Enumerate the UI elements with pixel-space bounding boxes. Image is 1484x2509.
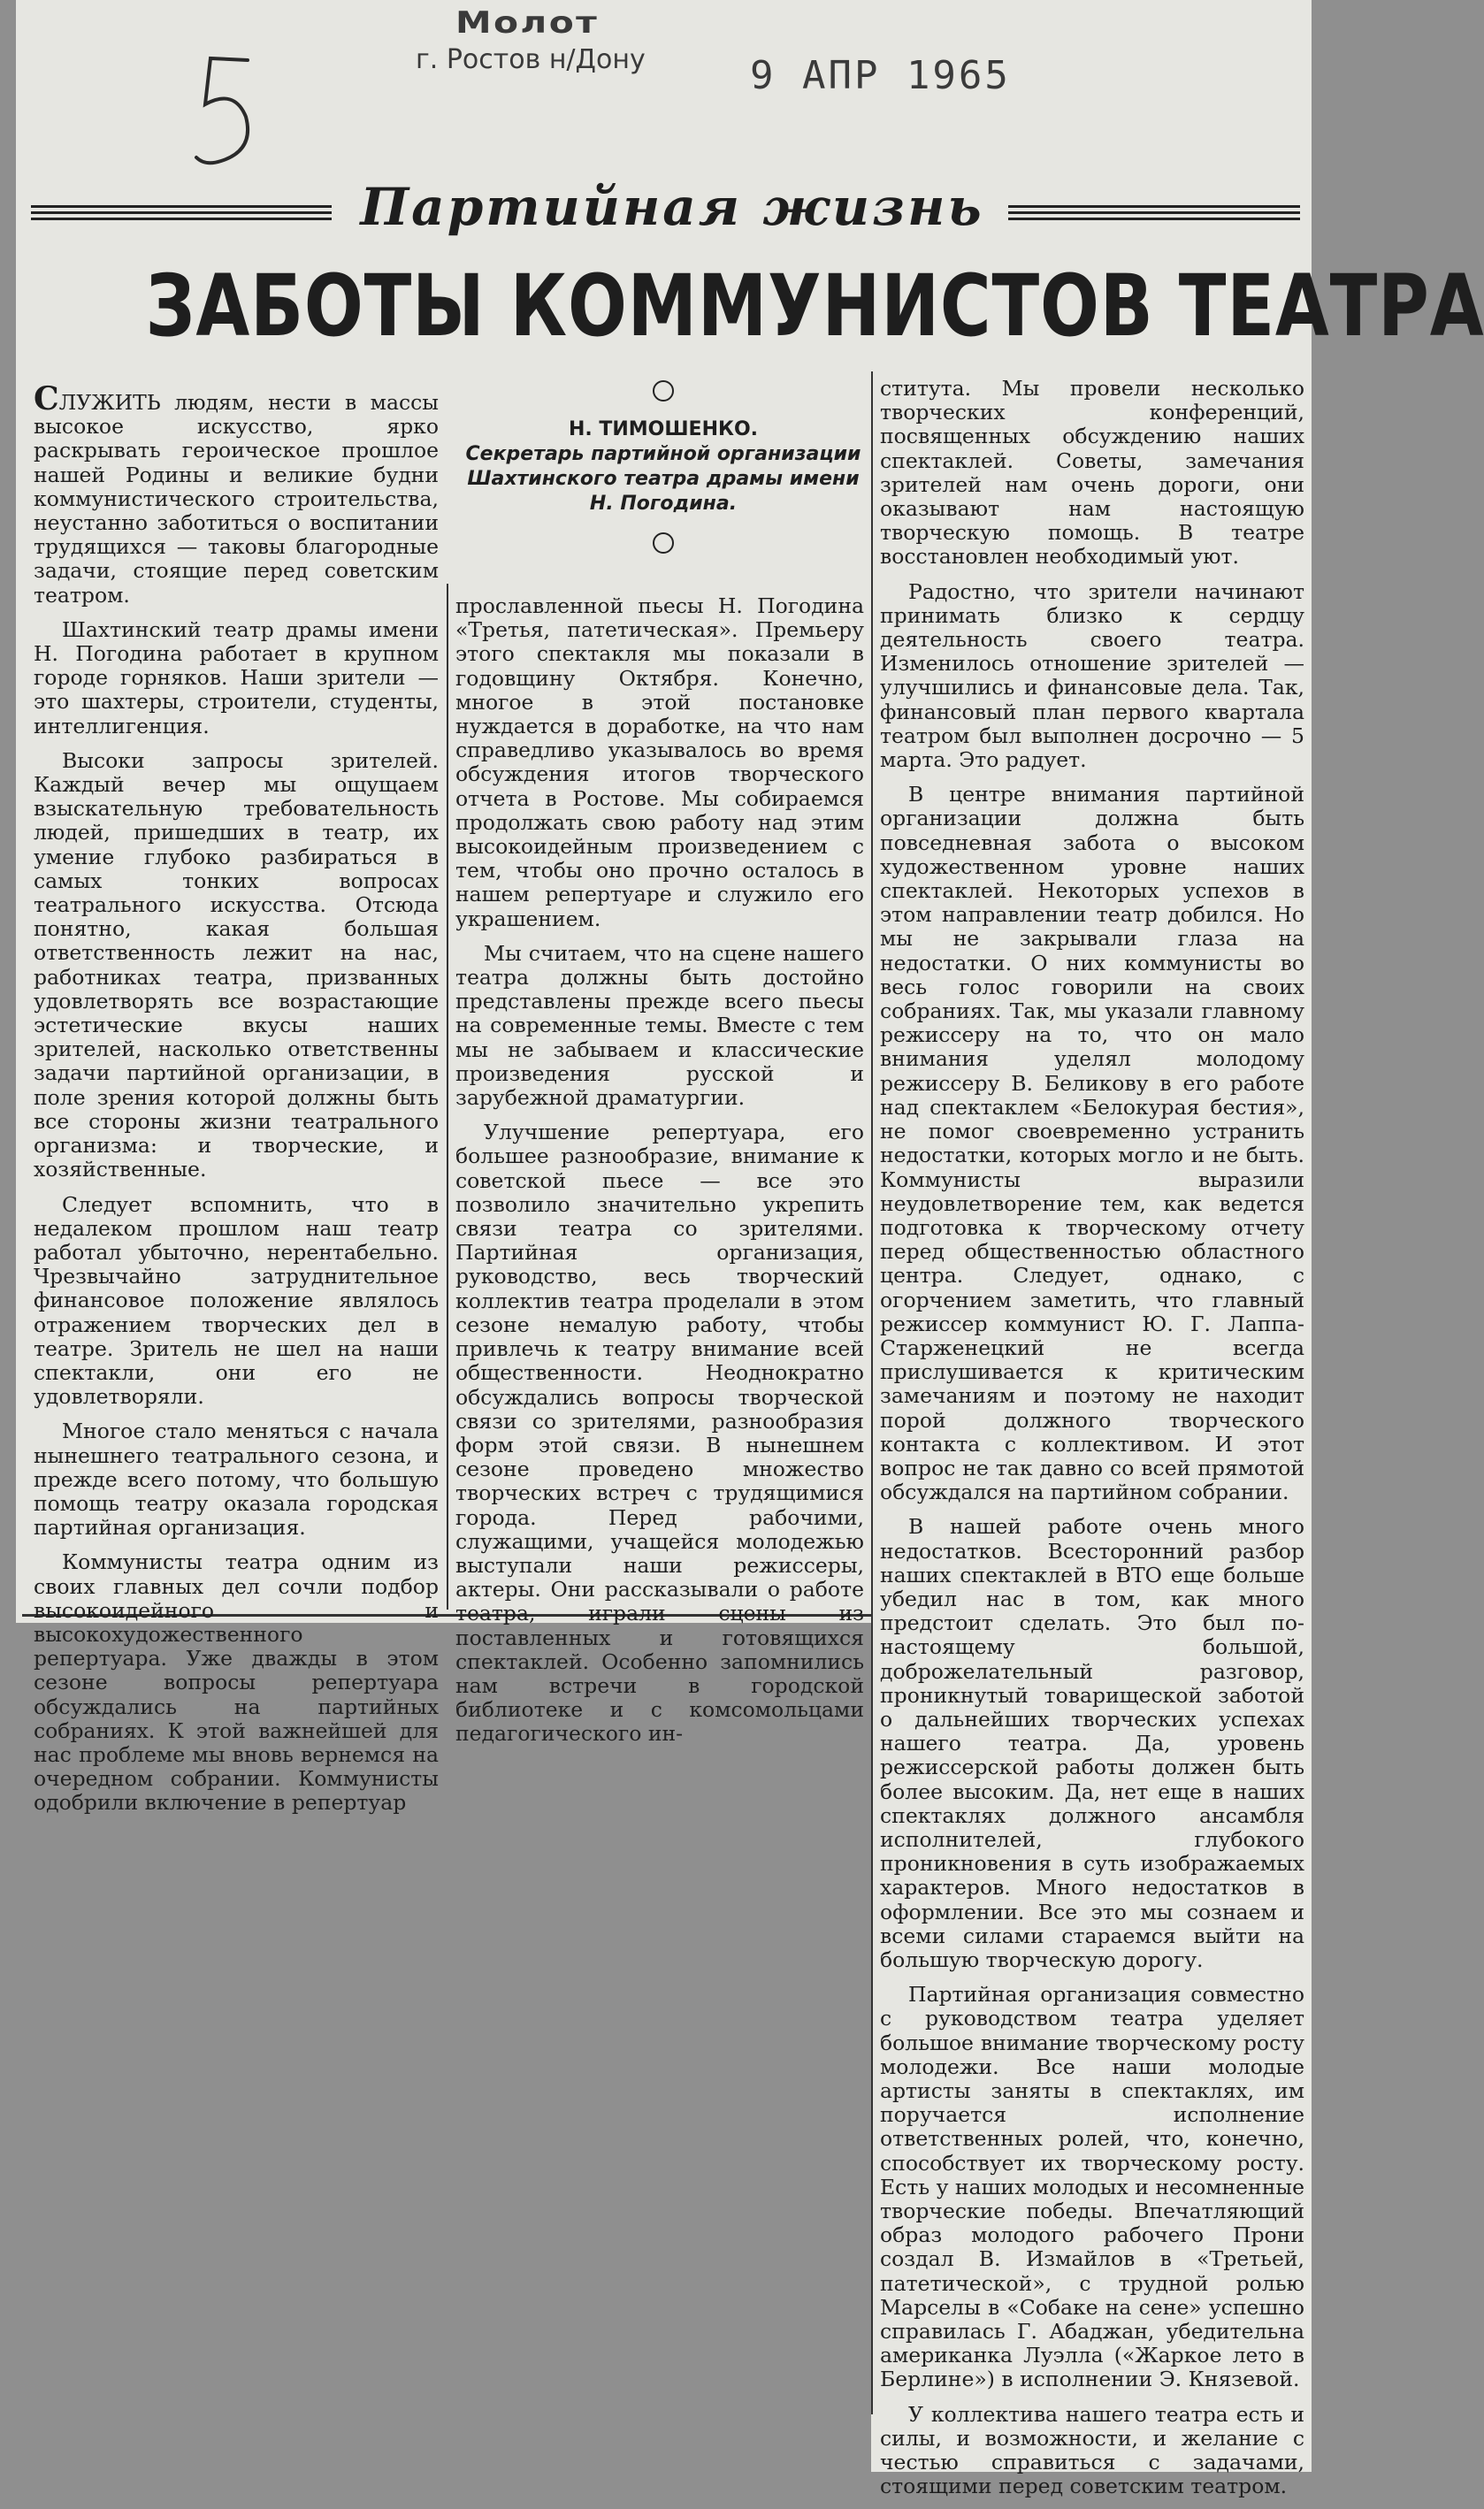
paragraph: Партийная организация совместно с руководством театра уделяет большое внимание творческому росту молодежи. Все наши молодые артисты заняты в спектаклях, им поручается исполнение ответственных ролей, что, конечно, способствует их творческому росту. Есть у наших молодых и несомненные творческие победы. Впечатляющий образ молодого рабочего Прони создал В. Измайлов в «Третьей, патетической», с трудной ролью Марселы в «Собаке на сене» успешно справилась Г. Абаджан, убедительна американка Луэлла («Жаркое лето в Берлине») в исполнении Э. Князевой.	[880, 1982, 1304, 2392]
article-column-1	[34, 380, 439, 1826]
headline: ЗАБОТЫ КОММУНИСТОВ ТЕАТРА	[145, 256, 1484, 356]
paragraph: Мы считаем, что на сцене нашего театра должны быть достойно представлены прежде всего пьесы на современные темы. Вместе с тем мы не забываем и классические произведения русской и зарубежной драматургии.	[455, 940, 864, 1111]
paragraph-lead-text: ЛУЖИТЬ людям, нести в массы высокое искусство, ярко раскрывать героическое прошлое нашей Родины и великие будни коммунистического строительства, неустанно заботиться о воспитании трудящихся — таковы благородные задачи, стоящие перед советским театром.	[34, 390, 439, 608]
paragraph: У коллектива нашего театра есть и силы, и возможности, и желание с честью справиться с задачами, стоящими перед советским театром.	[880, 2401, 1304, 2499]
paragraph: прославленной пьесы Н. Погодина «Третья, патетическая». Премьеру этого спектакля мы показали в годовщину Октября. Конечно, многое в этой постановке нуждается в доработке, на что нам справедливо указывалось во время обсуждения итогов творческого отчета в Ростове. Мы собираемся продолжать свою работу над этим высокоидейным произведением с тем, чтобы оно прочно осталось в нашем репертуаре и служило его украшением.	[455, 593, 864, 931]
paragraph: Шахтинский театр драмы имени Н. Погодина работает в крупном городе горняков. Наши зрители — это шахтеры, строители, студенты, интеллигенция.	[34, 616, 439, 738]
paragraph	[34, 380, 439, 608]
byline	[460, 380, 867, 554]
article-column-2	[455, 594, 864, 1757]
rubric-rule-left	[31, 205, 332, 225]
paragraph: Высоки запросы зрителей. Каждый вечер мы ощущаем взыскательную требовательность людей, пришедших в театр, их умение глубоко разбираться в самых тонких вопросах театрального искусства. Отсюда понятно, какая большая ответственность лежит на нас, работниках театра, призванных удовлетворять все возрастающие эстетические вкусы наших зрителей, насколько ответственны задачи партийной организации, в поле зрения которой должны быть все стороны жизни театрального организма: и творческие, и хозяйственные.	[34, 747, 439, 1182]
stamp-date: 9 АПР 1965	[750, 53, 1011, 98]
rubric-title: Партийная жизнь	[360, 177, 984, 237]
article-column-3	[880, 377, 1304, 2509]
paragraph: Радостно, что зрители начинают принимать близко к сердцу деятельность своего театра. Изменилось отношение зрителей — улучшились и финансовые дела. Так, финансовый план первого квартала театром был выполнен досрочно — 5 марта. Это радует.	[880, 578, 1304, 773]
paragraph: В нашей работе очень много недостатков. Всесторонний разбор наших спектаклей в ВТО еще больше убедил нас в том, как много предстоит сделать. Это был по-настоящему большой, доброжелательный разговор, проникнутый товарищеской заботой о дальнейших творческих успехах нашего театра. Да, уровень режиссерской работы должен быть более высоким. Да, нет еще в наших спектаклях должного ансамбля исполнителей, глубокого проникновения в суть изображаемых характеров. Много недостатков в оформлении. Все это мы сознаем и всеми силами стараемся выйти на большую творческую дорогу.	[880, 1514, 1304, 1972]
circle-ornament-top	[653, 380, 674, 402]
stamp-city: г. Ростов н/Дону	[416, 44, 646, 75]
byline-position: Секретарь партийной организации Шахтинского театра драмы имени Н. Погодина.	[465, 443, 861, 515]
paragraph: Улучшение репертуара, его большее разнообразие, внимание к советской пьесе — все это позволило значительно укрепить связи театра со зрителями. Партийная организация, руководство, весь творческий коллектив театра проделали в этом сезоне немалую работу, чтобы привлечь к театру внимание всей общественности. Неоднократно обсуждались вопросы творческой связи со зрителями, разнообразия форм этой связи. В нынешнем сезоне проведено множество творческих встреч с трудящимися города. Перед рабочими, служащими, учащейся молодежью выступали наши режиссеры, актеры. Они рассказывали о работе театра, играли сцены из поставленных и готовящихся спектаклей. Особенно запомнились нам встречи в городской библиотеке и с комсомольцами педагогического ин-	[455, 1120, 864, 1747]
handwritten-number	[186, 53, 265, 177]
paragraph: ститута. Мы провели несколько творческих конференций, посвященных обсуждению наших спектаклей. Советы, замечания зрителей нам очень дороги, они оказывают нам настоящую творческую помощь. В театре восстановлен необходимый уют.	[880, 376, 1304, 570]
column-rule-2	[871, 371, 873, 2414]
byline-author: Н. ТИМОШЕНКО.	[568, 418, 759, 440]
column-rule-1	[447, 584, 448, 1610]
paragraph: Коммунисты театра одним из своих главных дел сочли подбор высокоидейного и высокохудожественного репертуара. Уже дважды в этом сезоне вопросы репертуара обсуждались на партийных собраниях. К этой важнейшей для нас проблеме мы вновь вернемся на очередном собрании. Коммунисты одобрили включение в репертуар	[34, 1549, 439, 1816]
drop-cap: С	[34, 380, 59, 417]
paragraph: Следует вспомнить, что в недалеком прошлом наш театр работал убыточно, нерентабельно. Чрезвычайно затруднительное финансовое положение являлось отражением творческих дел в театре. Зритель не шел на наши спектакли, они его не удовлетворяли.	[34, 1191, 439, 1410]
paragraph: В центре внимания партийной организации должна быть повседневная забота о высоком художественном уровне наших спектаклей. Некоторых успехов в этом направлении театр добился. Но мы не закрывали глаза на недостатки. О них коммунисты во весь голос говорили на своих собраниях. Так, мы указали главному режиссеру на то, что он мало внимания уделял молодому режиссеру В. Беликову в его работе над спектаклем «Белокурая бестия», не помог своевременно устранить недостатки, которых могло и не быть. Коммунисты выразили неудовлетворение тем, как ведется подготовка к творческому отчету перед общественностью областного центра. Следует, однако, с огорчением заметить, что главный режиссер коммунист Ю. Г. Лаппа-Старженецкий не всегда прислушивается к критическим замечаниям и поэтому не находит порой должного творческого контакта с коллективом. И этот вопрос не так давно со всей прямотой обсуждался на партийном собрании.	[880, 782, 1304, 1505]
stamp-paper-name: Молот	[455, 5, 600, 41]
rubric-rule-right	[1008, 205, 1300, 225]
circle-ornament-bottom	[653, 532, 674, 554]
paragraph: Многое стало меняться с начала нынешнего театрального сезона, и прежде всего потому, что большую помощь театру оказала городская партийная организация.	[34, 1419, 439, 1541]
